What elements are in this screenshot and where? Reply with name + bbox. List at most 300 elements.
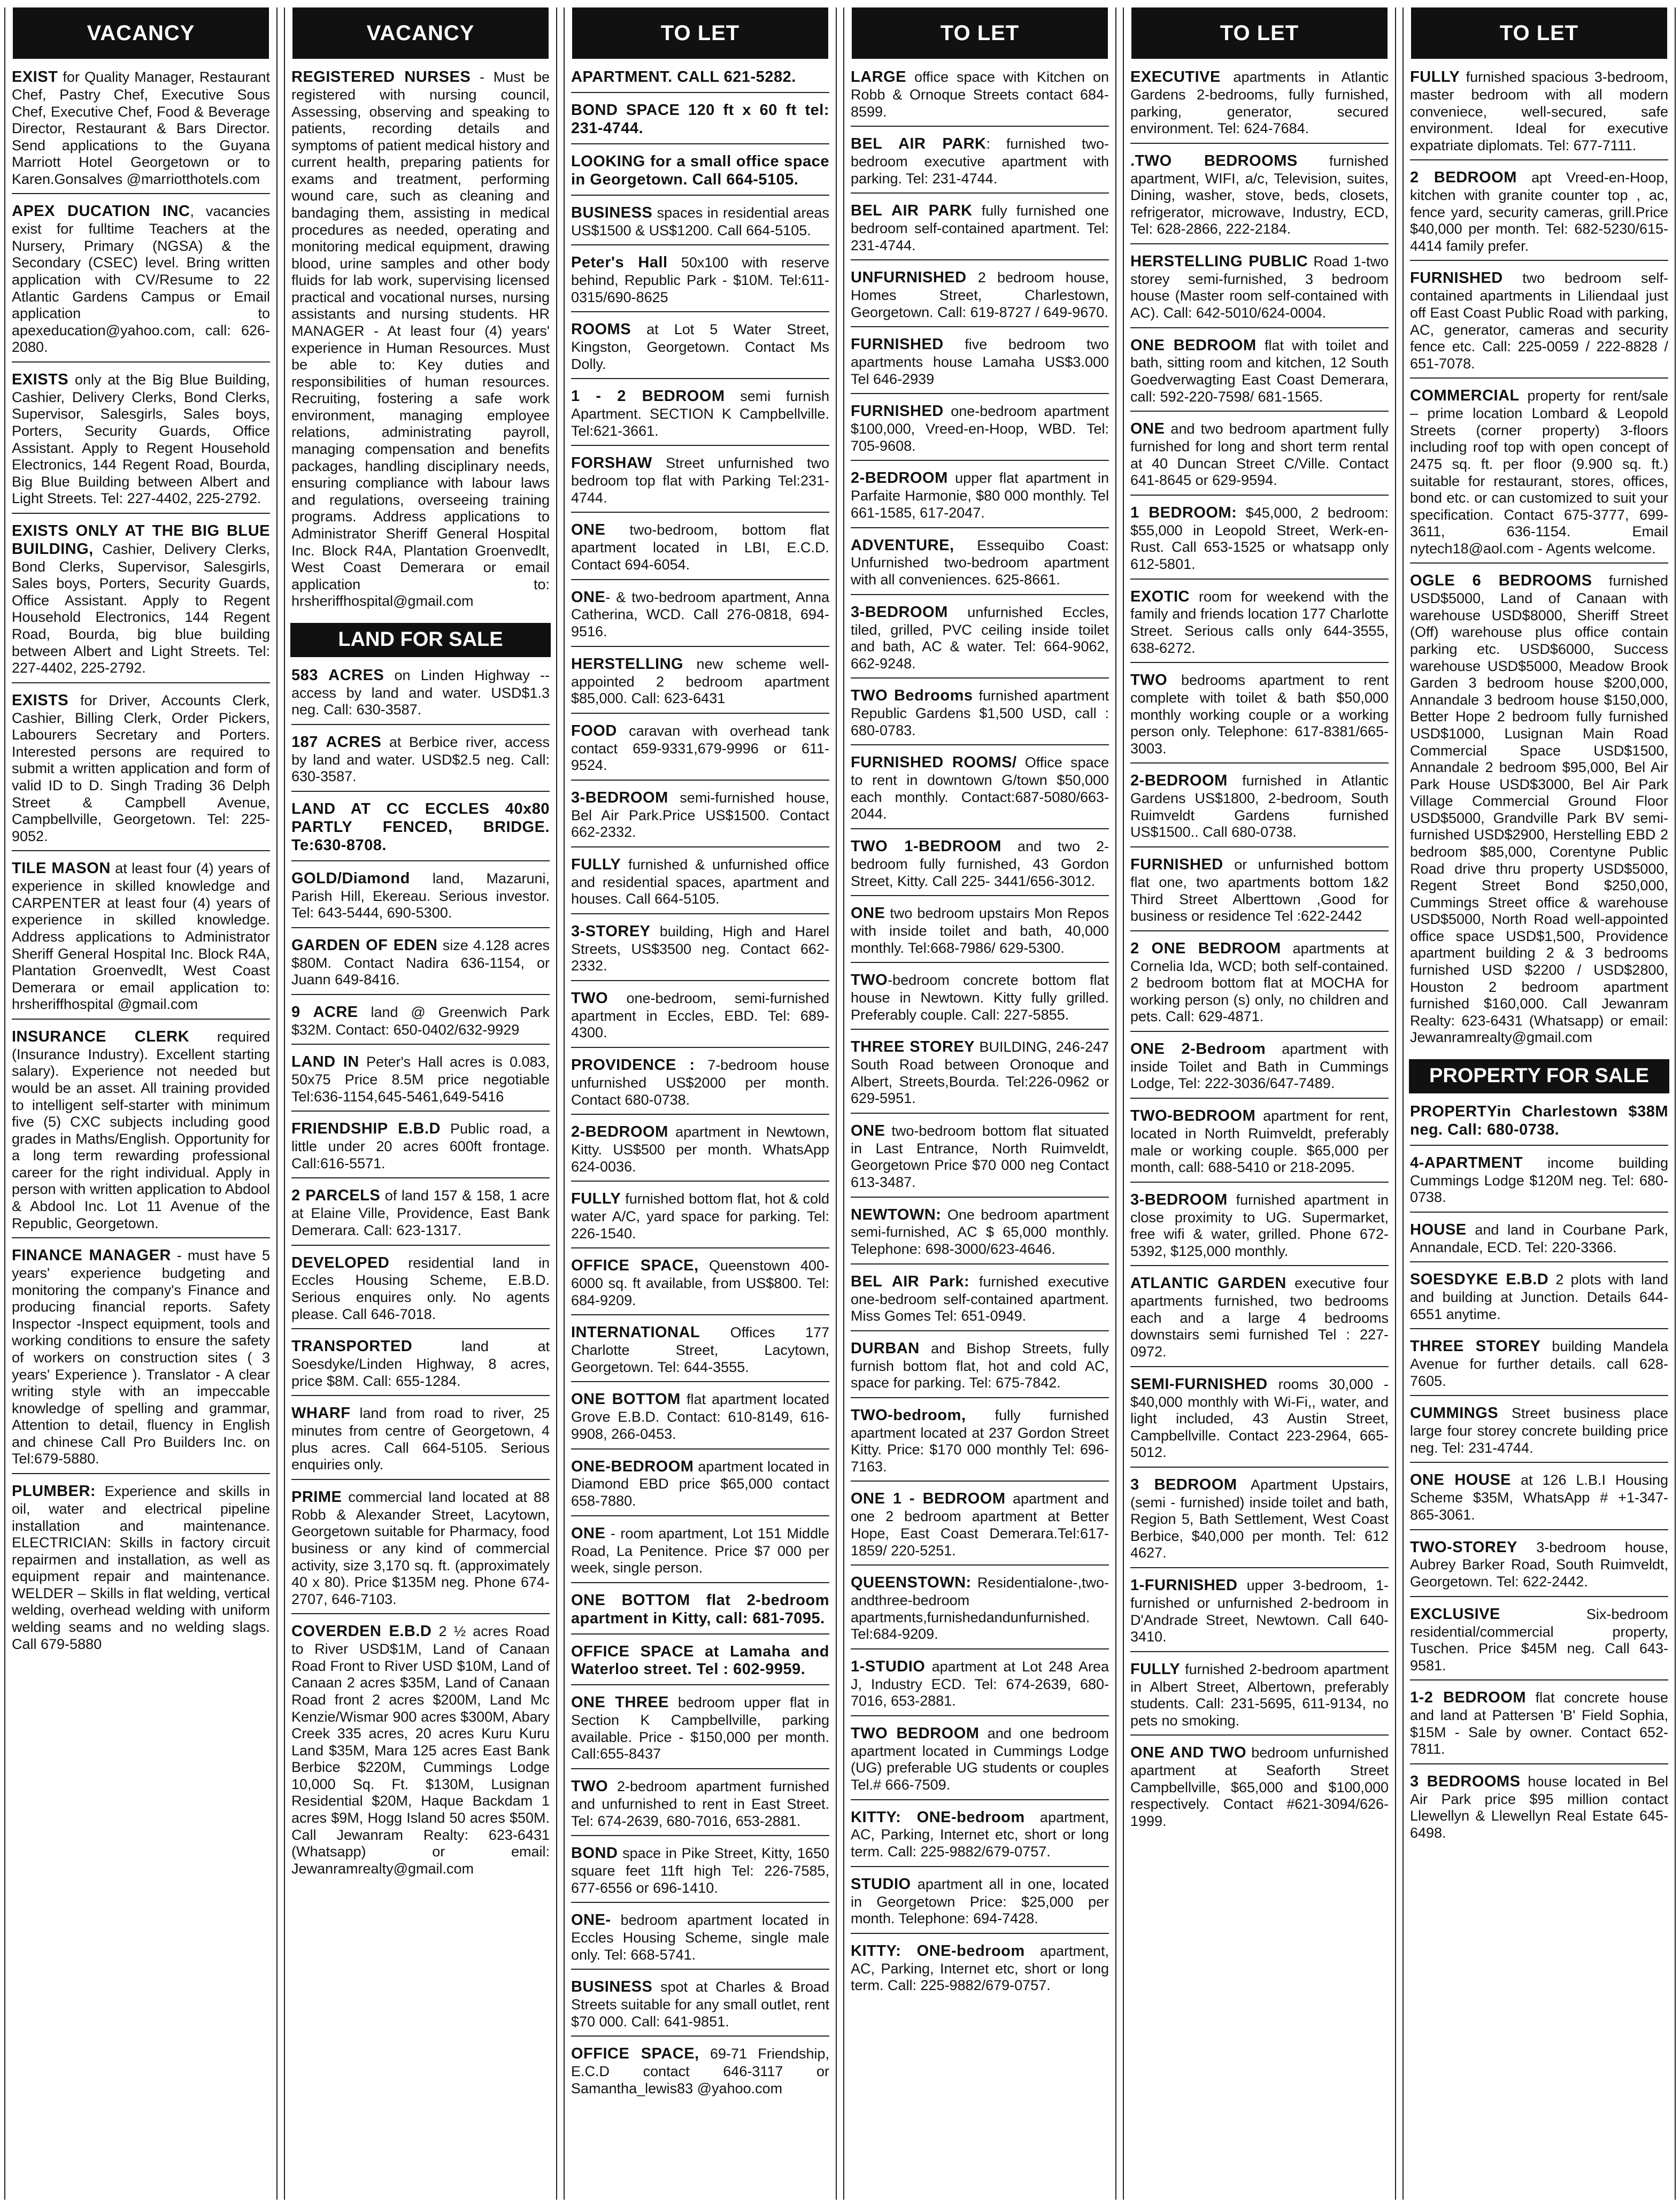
ad-headline: THREE STOREY bbox=[1410, 1338, 1541, 1355]
ad-headline: 1 BEDROOM: bbox=[1130, 504, 1237, 521]
classified-ad bbox=[571, 252, 829, 312]
ad-body: 7-bedroom house unfurnished US$2000 per month. Contact 680-0738. bbox=[571, 1057, 829, 1108]
ad-headline: TWO-STOREY bbox=[1410, 1538, 1518, 1556]
classified-ad bbox=[851, 1405, 1109, 1482]
ad-body: and land in Courbane Park, Annandale, ECD. Tel: 220-3366. bbox=[1410, 1221, 1668, 1255]
section-ads-list bbox=[1404, 1101, 1675, 1847]
classified-ad bbox=[1130, 335, 1389, 412]
classified-ad bbox=[571, 787, 829, 847]
classified-ad bbox=[571, 1456, 829, 1516]
ad-body: one-bedroom, semi-furnished apartment in Eccles, EBD. Tel: 689-4300. bbox=[571, 990, 829, 1041]
classified-ad bbox=[851, 969, 1109, 1030]
ad-body: land @ Greenwich Park $32M. Contact: 650-0402/632-9929 bbox=[291, 1004, 550, 1038]
classified-ad bbox=[1410, 267, 1668, 379]
ads-list bbox=[844, 66, 1115, 2000]
ad-body: Residentialone-,two-andthree-bedroom apartments,furnishedandunfurnished. Tel:684-9209. bbox=[851, 1575, 1109, 1643]
ad-body: at least four (4) years of experience in skilled knowledge and CARPENTER at least four (4) years of experience in skilled knowledge. Address applications to Administrator Sheriff General Hospital Inc. Block R4A, Plantation Groenvedlt, West Coast Demerara or email application to: hrsheriffhospital @gmail.com bbox=[12, 860, 270, 1013]
ad-body: furnished bottom flat, hot & cold water A/C, yard space for parking. Tel: 226-1540. bbox=[571, 1191, 829, 1242]
ad-headline: FURNISHED bbox=[851, 336, 944, 353]
ad-headline: FURNISHED bbox=[1410, 269, 1503, 287]
ads-list bbox=[285, 66, 556, 615]
ad-body: semi-furnished house, Bel Air Park.Price US$1500. Contact 662-2332. bbox=[571, 789, 829, 841]
classified-ad bbox=[1130, 1474, 1389, 1568]
ad-headline: 4-APARTMENT bbox=[1410, 1154, 1523, 1171]
ad-headline: EXCLUSIVE bbox=[1410, 1605, 1500, 1623]
ad-headline: EXISTS bbox=[12, 371, 69, 388]
ad-headline: CUMMINGS bbox=[1410, 1405, 1499, 1422]
ad-body: Offices 177 Charlotte Street, Lacytown, Georgetown. Tel: 644-3555. bbox=[571, 1324, 829, 1375]
column-header: VACANCY bbox=[292, 7, 549, 59]
ad-body: and two bedroom apartment fully furnished for long and short term rental at 40 Duncan Street C/Ville. Contact 641-8645 or 629-9594. bbox=[1130, 421, 1389, 489]
ad-headline: QUEENSTOWN: bbox=[851, 1574, 972, 1592]
ad-headline: INSURANCE CLERK bbox=[12, 1028, 190, 1045]
ad-headline: BEL AIR Park: bbox=[851, 1273, 970, 1290]
classified-ad bbox=[851, 1271, 1109, 1331]
ad-headline: 1-STUDIO bbox=[851, 1657, 926, 1675]
classified-ad bbox=[571, 1523, 829, 1583]
ad-headline: FULLY bbox=[571, 1190, 621, 1208]
classified-ad bbox=[571, 386, 829, 446]
ad-headline: ONE BOTTOM bbox=[571, 1391, 681, 1408]
classified-ad bbox=[1130, 1659, 1389, 1736]
ad-headline: KITTY: ONE-bedroom bbox=[851, 1808, 1025, 1826]
ad-body: and two 2-bedroom fully furnished, 43 Gordon Street, Kitty. Call 225- 3441/656-3012. bbox=[851, 838, 1109, 889]
classified-ad bbox=[851, 535, 1109, 595]
classified-ad bbox=[1130, 1038, 1389, 1099]
ad-body: land, Mazaruni, Parish Hill, Ekereau. Serious investor. Tel: 643-5444, 690-5300. bbox=[291, 870, 550, 921]
ads-list bbox=[565, 66, 836, 2102]
ad-headline: HERSTELLING PUBLIC bbox=[1130, 252, 1308, 270]
ad-headline: 3-BEDROOM bbox=[1130, 1191, 1228, 1208]
ad-body: upper flat apartment in Parfaite Harmonie, $80 000 monthly. Tel 661-1585, 617-2047. bbox=[851, 470, 1109, 521]
ad-body: Queenstown 400-6000 sq. ft available, from US$800. Tel: 684-9209. bbox=[571, 1258, 829, 1308]
classified-ad bbox=[1410, 1152, 1668, 1213]
classified-ad bbox=[851, 903, 1109, 963]
ads-list bbox=[1404, 66, 1675, 1052]
ad-body: -bedroom concrete bottom flat house in Newtown. Kitty fully grilled. Preferably couple. Call: 227-5855. bbox=[851, 972, 1109, 1023]
ad-headline: TWO 1-BEDROOM bbox=[851, 838, 1001, 855]
classified-ad bbox=[291, 665, 550, 725]
ad-body: furnished apartment in close proximity to UG. Supermarket, free wifi & water, grilled. Phone 672-5392, $125,000 monthly. bbox=[1130, 1191, 1389, 1259]
ad-body: or unfurnished bottom flat one, two apartments bottom 1&2 Third Street Alberttown ,Good for business or residence Tel :622-2442 bbox=[1130, 857, 1389, 924]
classified-ad bbox=[1410, 1537, 1668, 1597]
ad-body: size 4.128 acres $80M. Contact Nadira 636-1154, or Juann 649-8416. bbox=[291, 937, 550, 988]
column-header: VACANCY bbox=[13, 7, 269, 59]
ad-body: five bedroom two apartments house Lamaha US$3.000 Tel 646-2939 bbox=[851, 336, 1109, 387]
ad-body: furnished USD$5000, Land of Canaan with warehouse USD$8000, Sheriff Street (Off) warehouse plus office contain parking etc. USD$6000, Success warehouse USD$5000, Meadow Brook Garden 3 bedroom house $200,000, Annandale 3 bedroom house $150,000, Better Hope 2 bedroom fully furnished USD$1000, Lusignan Main Road Commercial Space USD$1500, Annandale 2 bedroom $95,000, Bel Air Park House USD$3000, Bel Air Park Village Commercial Ground Floor USD$5000, Grandville Park BV semi- furnished USD$2900, Herstelling EBD 2 bedroom $85,000, Corentyne Public Road drive thru property USD$5000, Regent Street Bond $250,000, Cummings Street office & warehouse USD$5000, North Road well-appointed office space USD$1,500, Providence apartment building 2 & 3 bedrooms furnished USD $2200 / USD$2800, Houston 2 bedroom apartment furnished $160,000. Call Jewanram Realty: 623-6431 (Whatsapp) or email: Jewanramrealty@gmail.com bbox=[1410, 573, 1668, 1046]
ad-headline: FULLY bbox=[1130, 1660, 1181, 1678]
ad-body: at Lot 5 Water Street, Kingston, Georgetown. Contact Ms Dolly. bbox=[571, 321, 829, 372]
ad-body: apartments in Atlantic Gardens 2-bedrooms, fully furnished, parking, generator, secured environment. Tel: 624-7684. bbox=[1130, 69, 1389, 137]
classified-ad bbox=[851, 1204, 1109, 1265]
classified-ad bbox=[851, 400, 1109, 461]
ad-body: Street unfurnished two bedroom top flat with Parking Tel:231-4744. bbox=[571, 455, 829, 506]
classified-ad bbox=[851, 334, 1109, 394]
ad-headline: 9 ACRE bbox=[291, 1003, 358, 1021]
ad-headline: 2-BEDROOM bbox=[1130, 772, 1228, 790]
ad-body: spot at Charles & Broad Streets suitable for any small outlet, rent $70 000. Call: 641-9851. bbox=[571, 1979, 829, 2030]
classified-ad bbox=[851, 1874, 1109, 1934]
ad-headline: ONE THREE bbox=[571, 1694, 669, 1711]
ad-headline: REGISTERED NURSES bbox=[291, 68, 471, 86]
classified-ad bbox=[571, 1692, 829, 1769]
ad-headline: 583 ACRES bbox=[291, 666, 384, 684]
ad-headline: BOND bbox=[571, 1845, 618, 1862]
ad-headline: EXIST bbox=[12, 68, 58, 86]
ad-body: 2 plots with land and building at Junction. Details 644-6551 anytime. bbox=[1410, 1271, 1669, 1322]
ad-headline: TRANSPORTED bbox=[291, 1338, 413, 1355]
classified-ad bbox=[571, 653, 829, 714]
ad-headline: BUSINESS bbox=[571, 204, 653, 221]
classified-ad bbox=[12, 369, 270, 514]
ad-body: 69-71 Friendship, E.C.D contact 646-3117 or Samantha_lewis83 @yahoo.com bbox=[571, 2046, 829, 2096]
classified-ad bbox=[291, 1336, 550, 1396]
ad-headline: 2-BEDROOM bbox=[571, 1123, 668, 1141]
ad-body: Peter's Hall acres is 0.083, 50x75 Price 8.5M price negotiable Tel:636-1154,645-5461,649-5416 bbox=[291, 1054, 550, 1105]
ad-body: house located in Bel Air Park price $95 million contact Llewellyn & Llewellyn Real Estate 645-6498. bbox=[1410, 1773, 1668, 1841]
classified-ad bbox=[571, 319, 829, 379]
classified-ad bbox=[851, 685, 1109, 745]
ad-body: upper 3-bedroom, 1-furnished or unfurnished 2-bedroom in D'Andrade Street, Newtown. Call 640-3410. bbox=[1130, 1577, 1389, 1645]
classified-ad bbox=[291, 66, 550, 615]
ad-body: two-bedroom, bottom flat apartment located in LBI, E.C.D. Contact 694-6054. bbox=[571, 522, 829, 573]
classified-ad bbox=[1130, 66, 1389, 144]
ad-headline: STUDIO bbox=[851, 1875, 911, 1893]
ad-body: apartment all in one, located in Georgetown Price: $25,000 per month. Telephone: 694-7428. bbox=[851, 1876, 1109, 1927]
classified-ad bbox=[1410, 1603, 1668, 1681]
ad-body: Office space to rent in downtown G/town $50,000 each monthly. Contact:687-5080/663-2044. bbox=[851, 754, 1109, 822]
ad-headline: ONE bbox=[851, 905, 885, 922]
classified-ad bbox=[571, 1842, 829, 1903]
ad-headline: FOOD bbox=[571, 722, 617, 739]
ad-body: spaces in residential areas US$1500 & US$1200. Call 664-5105. bbox=[571, 204, 829, 238]
ad-body: office space with Kitchen on Robb & Ornoque Streets contact 684-8599. bbox=[851, 69, 1109, 120]
ad-headline: LOOKING for a small office space in Georgetown. Call 664-5105. bbox=[571, 152, 829, 188]
ad-body: of land 157 & 158, 1 acre at Elaine Ville, Providence, East Bank Demerara. Call: 623-1317. bbox=[291, 1188, 550, 1238]
ad-headline: TWO Bedrooms bbox=[851, 687, 973, 705]
ad-headline: 1-2 BEDROOM bbox=[1410, 1689, 1527, 1707]
ad-headline: 3-BEDROOM bbox=[571, 789, 668, 806]
classified-ad bbox=[851, 200, 1109, 260]
ad-headline: ONE-BEDROOM bbox=[571, 1458, 694, 1475]
ad-body: One bedroom apartment semi-furnished, AC $ 65,000 monthly. Telephone: 698-3000/623-4646. bbox=[851, 1206, 1109, 1258]
ad-headline: OFFICE SPACE, bbox=[571, 1257, 699, 1275]
classified-ad bbox=[851, 836, 1109, 896]
classified-ad bbox=[851, 1120, 1109, 1198]
ad-body: apartment located in Diamond EBD price $65,000 contact 658-7880. bbox=[571, 1458, 829, 1509]
ad-headline: OFFICE SPACE, bbox=[571, 2045, 699, 2063]
ad-headline: TWO bbox=[571, 989, 608, 1007]
classified-ad bbox=[851, 267, 1109, 327]
classified-ad bbox=[291, 1252, 550, 1330]
ad-headline: 3 BEDROOMS bbox=[1410, 1772, 1521, 1790]
ad-headline: ADVENTURE, bbox=[851, 536, 954, 554]
classified-ad bbox=[1410, 66, 1668, 160]
ad-body: , vacancies exist for fulltime Teachers at the Nursery, Primary (NGSA) & the Secondary (CSEC) level. Bring written application with CV/Resume to 22 Atlantic Gardens Campus or Email application to apexeducation@yahoo.com, call: 626-2080. bbox=[12, 203, 270, 356]
ad-body: apartment, AC, Parking, Internet etc, short or long term. Call: 225-9882/679-0757. bbox=[851, 1942, 1109, 1994]
ad-body: space in Pike Street, Kitty, 1650 square feet 11ft high Tel: 226-7585, 677-6556 or 696-1410. bbox=[571, 1845, 829, 1896]
column-6 bbox=[1402, 7, 1676, 2200]
ad-headline: LAND IN bbox=[291, 1053, 359, 1071]
ad-headline: BUSINESS bbox=[571, 1978, 653, 1996]
ad-body: property for rent/sale – prime location Lombard & Leopold Streets (corner property) 3-floors including roof top with open concept of 2475 sq. ft. per floor (9.900 sq. ft.) suitable for restaurant, stores, offices, bond etc. or can customized to suit your specification. Contact 675-3777, 699-3611, 636-1154. Email nytech18@aol.com - Agents welcome. bbox=[1410, 388, 1668, 557]
classified-ad bbox=[291, 1118, 550, 1178]
classified-ad bbox=[12, 66, 270, 194]
classified-ad bbox=[291, 935, 550, 995]
ad-headline: EXOTIC bbox=[1130, 588, 1190, 605]
ad-body: 2 bedroom house, Homes Street, Charlestown, Georgetown. Call: 619-8727 / 649-9670. bbox=[851, 269, 1109, 320]
classified-ad bbox=[1130, 502, 1389, 580]
ad-body: Street business place large four storey concrete building price neg. Tel: 231-4744. bbox=[1410, 1405, 1668, 1456]
ad-headline: 2 ONE BEDROOM bbox=[1130, 939, 1281, 957]
classified-ad bbox=[1410, 1219, 1668, 1263]
classified-ad bbox=[571, 921, 829, 981]
ad-headline: ONE BOTTOM flat 2-bedroom apartment in Kitty, call: 681-7095. bbox=[571, 1591, 829, 1627]
ad-body: on Linden Highway -- access by land and water. USD$1.3 neg. Call: 630-3587. bbox=[291, 667, 550, 718]
ad-body: two bedroom upstairs Mon Repos with inside toilet and bath, 40,000 monthly. Tel:668-7986/ 629-5300. bbox=[851, 905, 1109, 956]
ad-body: - must have 5 years' experience budgeting and monitoring the company's Finance and producing financial reports. Safety Inspector -Inspect equipment, tools and working conditions to ensure the safety of workers on construction sites ( 3 years' Experience ). Translator - A clear writing style with an impeccable knowledge of spelling and grammar, Attention to detail, fluency in English and chinese Call Pro Builders Inc. on Tel:679-5880. bbox=[12, 1247, 270, 1467]
ad-headline: PROPERTYin Charlestown $38M neg. Call: 680-0738. bbox=[1410, 1102, 1668, 1138]
ad-body: bedroom apartment located in Eccles Housing Scheme, single male only. Tel: 668-5741. bbox=[571, 1912, 829, 1963]
ad-headline: SEMI-FURNISHED bbox=[1130, 1375, 1268, 1393]
ad-headline: ONE BEDROOM bbox=[1130, 336, 1257, 354]
ad-body: Road 1-two storey semi-furnished, 3 bedroom house (Master room self-contained with AC). Call: 642-5010/624-0004. bbox=[1130, 253, 1389, 321]
classified-ad bbox=[1130, 669, 1389, 764]
classified-ad bbox=[12, 690, 270, 852]
ad-body: - Must be registered with nursing council, Assessing, observing and speaking to patients, recording details and symptoms of patient medical history and current health, preparing patients for exams and treatment, performing wound care, such as cleaning and bandaging them, assisting in medical procedures as needed, operating and monitoring medical equipment, drawing blood, urine samples and other body fluids for lab work, supervising licensed practical and vocational nurses, nursing assistants and nursing students. HR MANAGER - At least four (4) years' experience in Human Resources. Must be able to: Key duties and responsibilities of human resources. Recruiting, fostering a safe work environment, managing employee relations, administrating payroll, managing compensation and benefits packages, handling disciplinary needs, ensuring compliance with labour laws and regulations, overseeing training programs. Address applications to Administrator Sheriff General Hospital Inc. Block R4A, Plantation Groenvedlt, West Coast Demerara or email application to: hrsheriffhospital@gmail.com bbox=[291, 69, 550, 610]
ad-body: Essequibo Coast: Unfurnished two-bedroom apartment with all conveniences. 625-8661. bbox=[851, 537, 1109, 588]
ad-body: residential land in Eccles Housing Scheme, E.B.D. Serious enquires only. No agents please. Call 646-7018. bbox=[291, 1254, 550, 1322]
ad-headline: TWO-bedroom, bbox=[851, 1406, 966, 1424]
classified-ad bbox=[571, 1976, 829, 2037]
classified-ad bbox=[851, 1572, 1109, 1649]
ad-headline: EXISTS ONLY AT THE BIG BLUE BUILDING, bbox=[12, 522, 270, 558]
classified-ad bbox=[1410, 1687, 1668, 1764]
classified-ad bbox=[1410, 570, 1668, 1052]
classified-ad bbox=[851, 1656, 1109, 1716]
ad-body: apartment and one 2 bedroom apartment at Better Hope, East Coast Demerara.Tel:617-1859/ 220-5251. bbox=[851, 1491, 1109, 1559]
column-2 bbox=[284, 7, 557, 2200]
ad-headline: 187 ACRES bbox=[291, 733, 382, 751]
ad-body: 3-bedroom house, Aubrey Barker Road, South Ruimveldt, Georgetown. Tel: 622-2442. bbox=[1410, 1539, 1668, 1590]
classified-ad bbox=[1410, 1771, 1668, 1847]
column-header: TO LET bbox=[1131, 7, 1388, 59]
ad-body: income building Cummings Lodge $120M neg. Tel: 680-0738. bbox=[1410, 1154, 1668, 1206]
classified-ad bbox=[291, 1051, 550, 1112]
ad-headline: FURNISHED ROOMS/ bbox=[851, 754, 1017, 772]
ad-headline: 2-BEDROOM bbox=[851, 469, 948, 487]
ad-body: fully furnished one bedroom self-contained apartment. Tel: 231-4744. bbox=[851, 203, 1109, 253]
classified-ad bbox=[1130, 1742, 1389, 1835]
ad-headline: DURBAN bbox=[851, 1339, 920, 1357]
classified-ad bbox=[851, 133, 1109, 194]
section-ads-list bbox=[285, 665, 556, 1883]
ad-headline: PRIME bbox=[291, 1488, 342, 1506]
classified-ad bbox=[571, 720, 829, 781]
ad-body: apt Vreed-en-Hoop, kitchen with granite counter top , ac, fence yard, security cameras, grill.Price $40,000 per month. Tel: 682-5230/615-4414 family prefer. bbox=[1410, 169, 1668, 254]
ad-headline: BEL AIR PARK bbox=[851, 202, 973, 220]
ad-body: building Mandela Avenue for further details. call 628-7605. bbox=[1410, 1338, 1669, 1389]
ad-headline: FRIENDSHIP E.B.D bbox=[291, 1120, 441, 1138]
ad-headline: ONE AND TWO bbox=[1130, 1744, 1247, 1762]
ad-body: 50x100 with reserve behind, Republic Park - $10M. Tel:611-0315/690-8625 bbox=[571, 255, 829, 305]
ad-body: furnished 2-bedroom apartment in Albert Street, Albertown, preferably students. Call: 231-5695, 611-9134, no pets no smoking. bbox=[1130, 1661, 1389, 1729]
ad-headline: BEL AIR PARK bbox=[851, 135, 987, 153]
ad-headline: 3-STOREY bbox=[571, 922, 651, 940]
classified-ad bbox=[1130, 251, 1389, 328]
classified-ad bbox=[1410, 1101, 1668, 1146]
ad-body: and one bedroom apartment located in Cummings Lodge (UG) preferable UG students or couples Tel.# 666-7509. bbox=[851, 1725, 1109, 1793]
ad-body: Apartment Upstairs, (semi - furnished) inside toilet and bath, Region 5, Bath Settlement, West Coast Berbice, $40,000 per month. Tel: 612 4627. bbox=[1130, 1476, 1389, 1561]
ad-headline: NEWTOWN: bbox=[851, 1206, 942, 1223]
ad-headline: SOESDYKE E.B.D bbox=[1410, 1271, 1549, 1289]
ad-headline: ONE 2-Bedroom bbox=[1130, 1040, 1266, 1058]
ad-headline: APEX DUCATION INC bbox=[12, 203, 190, 220]
classified-ad bbox=[571, 151, 829, 196]
ad-headline: GOLD/Diamond bbox=[291, 869, 410, 887]
ad-headline: FURNISHED bbox=[1130, 856, 1223, 874]
ad-body: : furnished two-bedroom executive apartment with parking. Tel: 231-4744. bbox=[851, 136, 1109, 187]
ad-headline: LAND AT CC ECCLES 40x80 PARTLY FENCED, BRIDGE. Te:630-8708. bbox=[291, 800, 550, 854]
ad-headline: KITTY: ONE-bedroom bbox=[851, 1942, 1025, 1960]
ad-body: Experience and skills in oil, water and electrical pipeline installation and maintenance. ELECTRICIAN: Skills in factory circuit repairmen and installation, as well as equipment repair and maintenance. WELDER – Skills in flat welding, vertical welding, overhead welding with uniform welding seams and no welding slags. Call 679-5880 bbox=[12, 1483, 270, 1652]
ad-headline: ONE 1 - BEDROOM bbox=[851, 1490, 1006, 1508]
classified-ad bbox=[1130, 418, 1389, 496]
ad-body: flat with toilet and bath, sitting room and kitchen, 12 South Goedverwagting East Coast Demerara, call: 592-220-7598/ 681-1565. bbox=[1130, 337, 1389, 405]
ad-body: and Bishop Streets, fully furnish bottom flat, hot and cold AC, space for parking. Tel: 675-7842. bbox=[851, 1340, 1109, 1391]
ad-headline: 3 BEDROOM bbox=[1130, 1476, 1237, 1493]
classified-ad bbox=[291, 798, 550, 861]
ad-headline: TWO bbox=[851, 972, 888, 989]
classified-ad bbox=[571, 519, 829, 580]
classified-ad bbox=[1410, 385, 1668, 564]
ad-body: - room apartment, Lot 151 Middle Road, La Penitence. Price $7 000 per week, single person. bbox=[571, 1525, 829, 1576]
classified-ad bbox=[571, 1909, 829, 1970]
ad-body: bedrooms apartment to rent complete with toilet & bath $50,000 monthly working couple or a working person only. Telephone: 617-8381/665-3003. bbox=[1130, 672, 1389, 757]
ad-headline: TWO bbox=[1130, 672, 1168, 689]
ad-headline: 3-BEDROOM bbox=[851, 603, 948, 621]
ad-body: apartments at Cornelia Ida, WCD; both self-contained. 2 bedroom bottom flat at MOCHA for working person (s) only, no children and pets. Call: 629-4871. bbox=[1130, 940, 1389, 1025]
classified-ad bbox=[851, 1940, 1109, 2000]
ad-headline: TWO-BEDROOM bbox=[1130, 1107, 1256, 1125]
ad-body: furnished & unfurnished office and residential spaces, apartment and houses. Call 664-5105. bbox=[571, 856, 829, 907]
classified-ad bbox=[291, 1402, 550, 1480]
classified-ad bbox=[1130, 1189, 1389, 1267]
classified-ad bbox=[1130, 1105, 1389, 1183]
classified-ad bbox=[851, 602, 1109, 679]
classified-ad bbox=[1130, 1374, 1389, 1468]
ad-headline: ATLANTIC GARDEN bbox=[1130, 1275, 1286, 1292]
ad-headline: EXISTS bbox=[12, 691, 69, 709]
ad-headline: COMMERCIAL bbox=[1410, 387, 1520, 405]
ad-body: semi furnish Apartment. SECTION K Campbellville. Tel:621-3661. bbox=[571, 388, 829, 439]
classified-ad bbox=[571, 2043, 829, 2102]
classified-ad bbox=[571, 1054, 829, 1115]
ad-headline: UNFURNISHED bbox=[851, 269, 967, 287]
ad-headline: TILE MASON bbox=[12, 860, 111, 877]
column-header: TO LET bbox=[572, 7, 828, 59]
section-header: LAND FOR SALE bbox=[290, 623, 551, 657]
classified-ad bbox=[571, 99, 829, 144]
ad-headline: .TWO BEDROOMS bbox=[1130, 152, 1298, 169]
classified-ad bbox=[851, 1338, 1109, 1398]
classified-ad bbox=[291, 731, 550, 792]
ad-headline: HERSTELLING bbox=[571, 655, 684, 673]
classified-ad bbox=[571, 66, 829, 93]
ad-body: Cashier, Delivery Clerks, Bond Clerks, Supervisor, Salesgirls, Sales boys, Porters, Security Guards, Office Assistant. Apply to Regent Household Electronics, 144 Regent Road, Bourda, big blue building between Albert and Light Streets. Tel: 227-4402, 225-2792. bbox=[12, 541, 270, 676]
ad-body: at 126 L.B.I Housing Scheme $35M, WhatsApp # +1-347-865-3061. bbox=[1410, 1472, 1669, 1523]
ad-headline: FINANCE MANAGER bbox=[12, 1247, 171, 1265]
ad-body: furnished spacious 3-bedroom, master bedroom with all modern conveniece, well-secured, safe environment. Ideal for executive expatriate diplomats. Tel: 677-7111. bbox=[1410, 69, 1668, 153]
ad-headline: 1 - 2 BEDROOM bbox=[571, 388, 725, 405]
ad-body: for Quality Manager, Restaurant Chef, Pastry Chef, Executive Sous Chef, Executive Chef, Food & Beverage Director, Restaurant & Bars Director. Send applications to the Guyana Marriott Hotel Georgetown or to Karen.Gonsalves @marriotthotels.com bbox=[12, 69, 270, 187]
classified-ad bbox=[12, 201, 270, 363]
classified-ad bbox=[1130, 854, 1389, 931]
ad-headline: ONE bbox=[571, 521, 606, 539]
classified-ad bbox=[1410, 1269, 1668, 1329]
ad-body: fully furnished apartment located at 237 Gordon Street Kitty. Price: $170 000 monthly Tel: 696-7163. bbox=[851, 1407, 1109, 1475]
classified-ad bbox=[571, 1590, 829, 1635]
classified-ad bbox=[571, 452, 829, 513]
ad-body: unfurnished Eccles, tiled, grilled, PVC ceiling inside toilet and bath, AC & water. Tel: 664-9062, 662-9248. bbox=[851, 604, 1109, 672]
ad-body: apartment at Lot 248 Area J, Industry ECD. Tel: 674-2639, 680-7016, 653-2881. bbox=[851, 1658, 1109, 1709]
classified-ad bbox=[571, 1389, 829, 1449]
classified-ad bbox=[571, 202, 829, 246]
ad-headline: ONE bbox=[1130, 420, 1165, 438]
classified-ad bbox=[291, 1486, 550, 1614]
classified-ad bbox=[12, 1245, 270, 1474]
ad-headline: HOUSE bbox=[1410, 1221, 1467, 1238]
ad-body: new scheme well-appointed 2 bedroom apartment $85,000. Call: 623-6431 bbox=[571, 656, 829, 707]
ad-headline: FULLY bbox=[571, 855, 621, 873]
ad-body: bedroom upper flat in Section K Campbellville, parking available. Price - $150,000 per month. Call:655-8437 bbox=[571, 1694, 829, 1762]
classified-ad bbox=[1410, 167, 1668, 261]
ad-body: for Driver, Accounts Clerk, Cashier, Billing Clerk, Order Pickers, Labourers Secretary and Porters. Interested persons are required to submit a written application and form of valid ID to D. Singh Trading 36 Delph Street & Campbell Avenue, Campbellville, Georgetown. Tel: 225-9052. bbox=[12, 692, 270, 844]
classified-ad bbox=[571, 1322, 829, 1382]
ad-body: apartment, AC, Parking, Internet etc, short or long term. Call: 225-9882/679-0757. bbox=[851, 1809, 1109, 1860]
ads-list bbox=[1124, 66, 1395, 1836]
ad-body: Six-bedroom residential/commercial property, Tuschen. Price $45M neg. Call 643-9581. bbox=[1410, 1606, 1668, 1674]
ad-body: flat apartment located Grove E.B.D. Contact: 610-8149, 616-9908, 266-0453. bbox=[571, 1391, 829, 1442]
classified-ad bbox=[291, 868, 550, 928]
ad-body: at Berbice river, access by land and water. USD$2.5 neg. Call: 630-3587. bbox=[291, 734, 550, 785]
classified-ad bbox=[851, 1036, 1109, 1114]
ad-headline: WHARF bbox=[291, 1405, 351, 1422]
column-4 bbox=[843, 7, 1116, 2200]
ad-body: furnished in Atlantic Gardens US$1800, 2-bedroom, South Ruimveldt Gardens furnished US$1500.. Call 680-0738. bbox=[1130, 773, 1389, 841]
classified-ad bbox=[851, 1723, 1109, 1800]
classified-ad bbox=[291, 1621, 550, 1883]
ad-body: one-bedroom apartment $100,000, Vreed-en-Hoop, WBD. Tel: 705-9608. bbox=[851, 403, 1109, 454]
classified-ad bbox=[851, 467, 1109, 528]
column-header: TO LET bbox=[1411, 7, 1667, 59]
ad-body: apartment for rent, located in North Ruimveldt, preferably male or working couple. $65,000 per month, call: 688-5410 or 218-2095. bbox=[1130, 1108, 1389, 1176]
ad-body: two bedroom self-contained apartments in Liliendaal just off East Coast Public Road with parking, AC, generator, cameras and security fence etc. Call: 225-0059 / 222-8828 / 651-7078. bbox=[1410, 270, 1668, 372]
classified-ad bbox=[12, 858, 270, 1020]
ad-headline: Peter's Hall bbox=[571, 254, 668, 272]
ad-headline: ONE bbox=[851, 1122, 885, 1139]
classified-ad bbox=[12, 520, 270, 683]
column-header: TO LET bbox=[852, 7, 1108, 59]
ad-headline: APARTMENT. CALL 621-5282. bbox=[571, 68, 796, 86]
ad-headline: OFFICE SPACE at Lamaha and Waterloo street. Tel : 602-9959. bbox=[571, 1643, 829, 1678]
classified-ad bbox=[571, 1188, 829, 1248]
ad-body: caravan with overhead tank contact 659-9331,679-9996 or 611-9524. bbox=[571, 722, 829, 774]
ad-headline: LARGE bbox=[851, 68, 906, 86]
ad-body: 2 ½ acres Road to River USD$1M, Land of Canaan Road Front to River USD $10M, Land of Canaan 2 acres $35M, Land of Canaan Road front 2 acres $200M, Land Mc Kenzie/Wismar 900 acres $300M, Abary Creek 335 acres, 20 acres Kuru Kuru Land $35M, Mara 125 acres East Bank Berbice $220M, Cummings Lodge 10,000 Sq. Ft. $130M, Lusignan Residential $20M, Haque Backdam 1 acres $9M, Hogg Island 50 acres $50M. Call Jewanram Realty: 623-6431 (Whatsapp) or email: Jewanramrealty@gmail.com bbox=[291, 1623, 550, 1877]
ad-body: executive four apartments furnished, two bedrooms each and a large 4 bedrooms downstairs semi furnished Tel : 227-0972. bbox=[1130, 1275, 1389, 1360]
classified-ad bbox=[571, 988, 829, 1048]
